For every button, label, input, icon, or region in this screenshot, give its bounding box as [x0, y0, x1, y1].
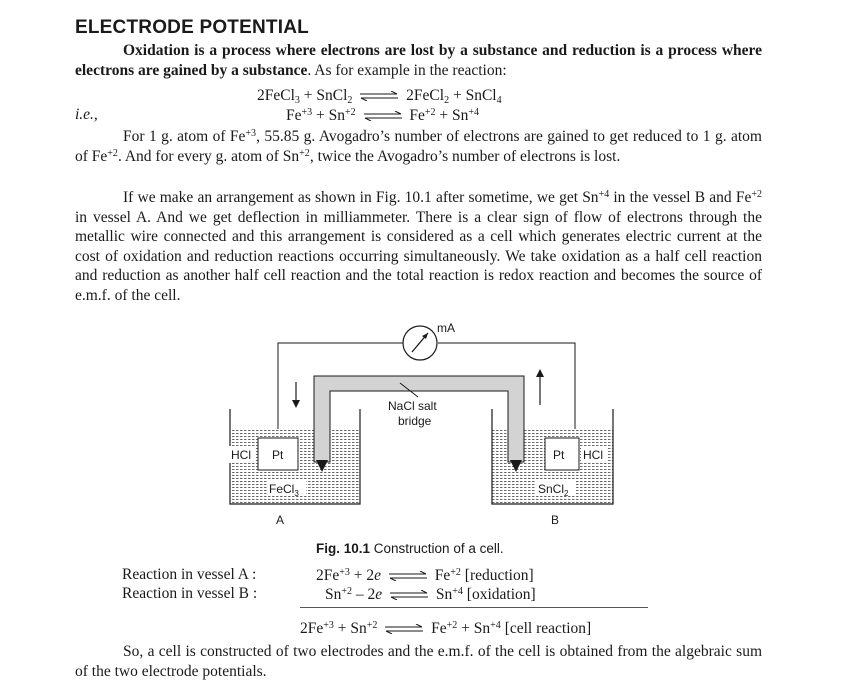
- electron-paragraph: For 1 g. atom of $Fe^{+3}$, 55.85 g. Avogadro’s number of electrons are gained to get reduced to 1 g. atom of $Fe^{+2}$. And for every g. atom of $Sn^{+2}$, twice the Avogadro’s number of electrons is lost.: [75, 128, 762, 165]
- up-arrow-icon: [536, 369, 544, 405]
- bridge-label-2: bridge: [398, 414, 432, 428]
- figure-caption: Fig. 10.1 Construction of a cell.: [316, 541, 504, 556]
- vessel-a-label: A: [276, 513, 285, 527]
- right-electrode-label: Pt: [553, 448, 565, 462]
- ie-label: i.e.,: [75, 106, 98, 123]
- reaction-b: $Sn^{+2} - 2e$ $Sn^{+4}$ [oxidation]: [325, 586, 536, 603]
- right-acid-label: HCl: [583, 448, 603, 462]
- left-electrode-label: Pt: [272, 448, 284, 462]
- reaction-b-label: Reaction in vessel B :: [122, 585, 258, 602]
- conclusion-paragraph: So, a cell is constructed of two electrodes and the e.m.f. of the cell is obtained from the algebraic sum of the two electrode potentials.: [75, 643, 762, 680]
- equilibrium-arrow-icon: [388, 571, 428, 581]
- section-title: ELECTRODE POTENTIAL: [75, 17, 309, 38]
- cell-reaction: $2Fe^{+3} + Sn^{+2}$ $Fe^{+2} + Sn^{+4}$ [cell reaction]: [300, 620, 592, 637]
- sum-rule: [300, 607, 648, 608]
- right-solution-label: SnCl$_2$: [538, 482, 569, 498]
- reaction-molecular: 2FeCl$_3$ + SnCl$_2$ 2FeCl$_2$ + SnCl$_4$: [257, 87, 502, 106]
- left-acid-label: HCl: [231, 448, 251, 462]
- intro-tail: . As for example in the reaction:: [307, 61, 507, 79]
- down-arrow-icon: [292, 382, 300, 408]
- equilibrium-arrow-icon: [389, 590, 429, 600]
- meter-label: mA: [437, 321, 455, 335]
- vessel-b-label: B: [551, 513, 560, 527]
- equilibrium-arrow-icon: [384, 624, 424, 634]
- reaction-a: $2Fe^{+3} + 2e$ $Fe^{+2}$ [reduction]: [316, 567, 534, 584]
- left-solution-label: FeCl$_3$: [269, 482, 299, 498]
- arrangement-paragraph: If we make an arrangement as shown in Fig. 10.1 after sometime, we get $Sn^{+4}$ in the vessel B and $Fe^{+2}$ in vessel A. And we get deflection in milliammeter. There is a clear sign of flow of electrons through the metallic wire connected and this arrangement is considered as a cell which generates electric current at the cost of oxidation and reduction reactions occurring simultaneously. We take oxidation as a half cell reaction and reduction as another half cell reaction and the total reaction is redox reaction and becomes the source of e.m.f. of the cell.: [75, 189, 762, 304]
- bridge-label-1: NaCl salt: [388, 399, 437, 413]
- reaction-ionic: $Fe^{+3} + Sn^{+2}$ $Fe^{+2} + Sn^{+4}$: [286, 107, 480, 124]
- reaction-a-label: Reaction in vessel A :: [122, 566, 257, 583]
- definition-text: Oxidation is a process where electrons are lost by a substance and reduction is a process where electrons are gained by a substance: [75, 42, 762, 79]
